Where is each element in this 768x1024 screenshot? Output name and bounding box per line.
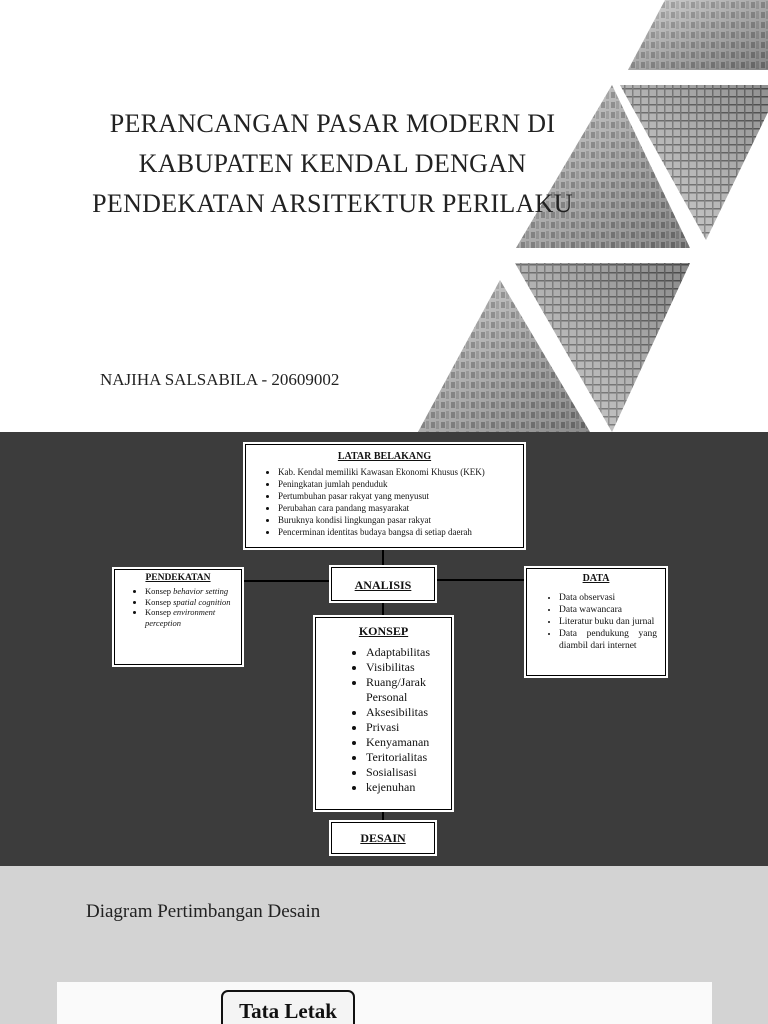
- konsep-heading: KONSEP: [358, 624, 409, 638]
- connector-analisis-data: [435, 579, 526, 581]
- konsep-list: [326, 645, 441, 795]
- connector-konsep-desain: [382, 810, 384, 822]
- item-prefix: Konsep: [145, 586, 174, 596]
- list-item: • Adaptabilitas: [366, 645, 441, 660]
- list-item: • Data wawancara: [559, 604, 657, 616]
- pendekatan-heading: PENDEKATAN: [145, 573, 211, 583]
- list-item: [145, 586, 235, 597]
- list-item: • Data observasi: [559, 592, 657, 604]
- author-name: NAJIHA SALSABILA - 20609002: [100, 370, 340, 389]
- diagram-slide: [0, 866, 768, 1024]
- connector-latar-analisis: [382, 548, 384, 567]
- item-term: environment perception: [145, 607, 216, 628]
- konsep-box: [315, 617, 452, 810]
- item-prefix: Konsep: [145, 607, 174, 617]
- analisis-box: [331, 567, 435, 601]
- list-item: • Pencerminan identitas budaya bangsa di setiap daerah: [278, 526, 515, 538]
- list-item: [145, 607, 235, 628]
- item-term: spatial cognition: [173, 596, 231, 607]
- diagram-caption: Diagram Pertimbangan Desain: [86, 901, 321, 922]
- desain-label: DESAIN: [360, 831, 406, 845]
- diagram-panel: [57, 982, 712, 1024]
- list-item: • Buruknya kondisi lingkungan pasar rakyat: [278, 514, 515, 526]
- presentation-title: [60, 104, 605, 224]
- connector-pendekatan-analisis: [242, 580, 331, 582]
- analisis-label: ANALISIS: [354, 578, 412, 592]
- list-item: • Perubahan cara pandang masyarakat: [278, 502, 515, 514]
- data-list: [535, 592, 657, 652]
- latar-belakang-list: [254, 466, 515, 538]
- list-item: • Kab. Kendal memiliki Kawasan Ekonomi Khusus (KEK): [278, 466, 515, 478]
- latar-belakang-heading: LATAR BELAKANG: [337, 451, 432, 462]
- photo-tile-top: [628, 0, 768, 70]
- list-item: • Kenyamanan: [366, 735, 441, 750]
- pendekatan-box: [114, 569, 242, 665]
- data-heading: DATA: [582, 573, 610, 584]
- list-item: • Ruang/Jarak Personal: [366, 675, 441, 705]
- list-item: [145, 597, 235, 608]
- list-item: • Aksesibilitas: [366, 705, 441, 720]
- connector-analisis-konsep: [382, 601, 384, 617]
- latar-belakang-box: [245, 444, 524, 548]
- title-line-1: PERANCANGAN PASAR MODERN DI: [109, 109, 556, 138]
- list-item: • Peningkatan jumlah penduduk: [278, 478, 515, 490]
- item-prefix: Konsep: [145, 596, 174, 607]
- data-box: [526, 568, 666, 676]
- list-item: • Literatur buku dan jurnal: [559, 616, 657, 628]
- item-term: behavior setting: [173, 586, 229, 596]
- list-item: • Privasi: [366, 720, 441, 735]
- list-item: • Pertumbuhan pasar rakyat yang menyusut: [278, 490, 515, 502]
- tata-letak-label: Tata Letak: [221, 990, 355, 1024]
- list-item: • kejenuhan: [366, 780, 441, 795]
- list-item: • Visibilitas: [366, 660, 441, 675]
- pendekatan-list: [121, 586, 235, 628]
- title-line-2: KABUPATEN KENDAL DENGAN: [138, 149, 527, 178]
- list-item: • Teritorialitas: [366, 750, 441, 765]
- list-item: • Data pendukung yang diambil dari internet: [559, 628, 657, 652]
- flowchart-slide: [0, 432, 768, 866]
- title-slide: [0, 0, 768, 432]
- desain-box: [331, 822, 435, 854]
- list-item: • Sosialisasi: [366, 765, 441, 780]
- title-line-3: PENDEKATAN ARSITEKTUR PERILAKU: [92, 189, 573, 218]
